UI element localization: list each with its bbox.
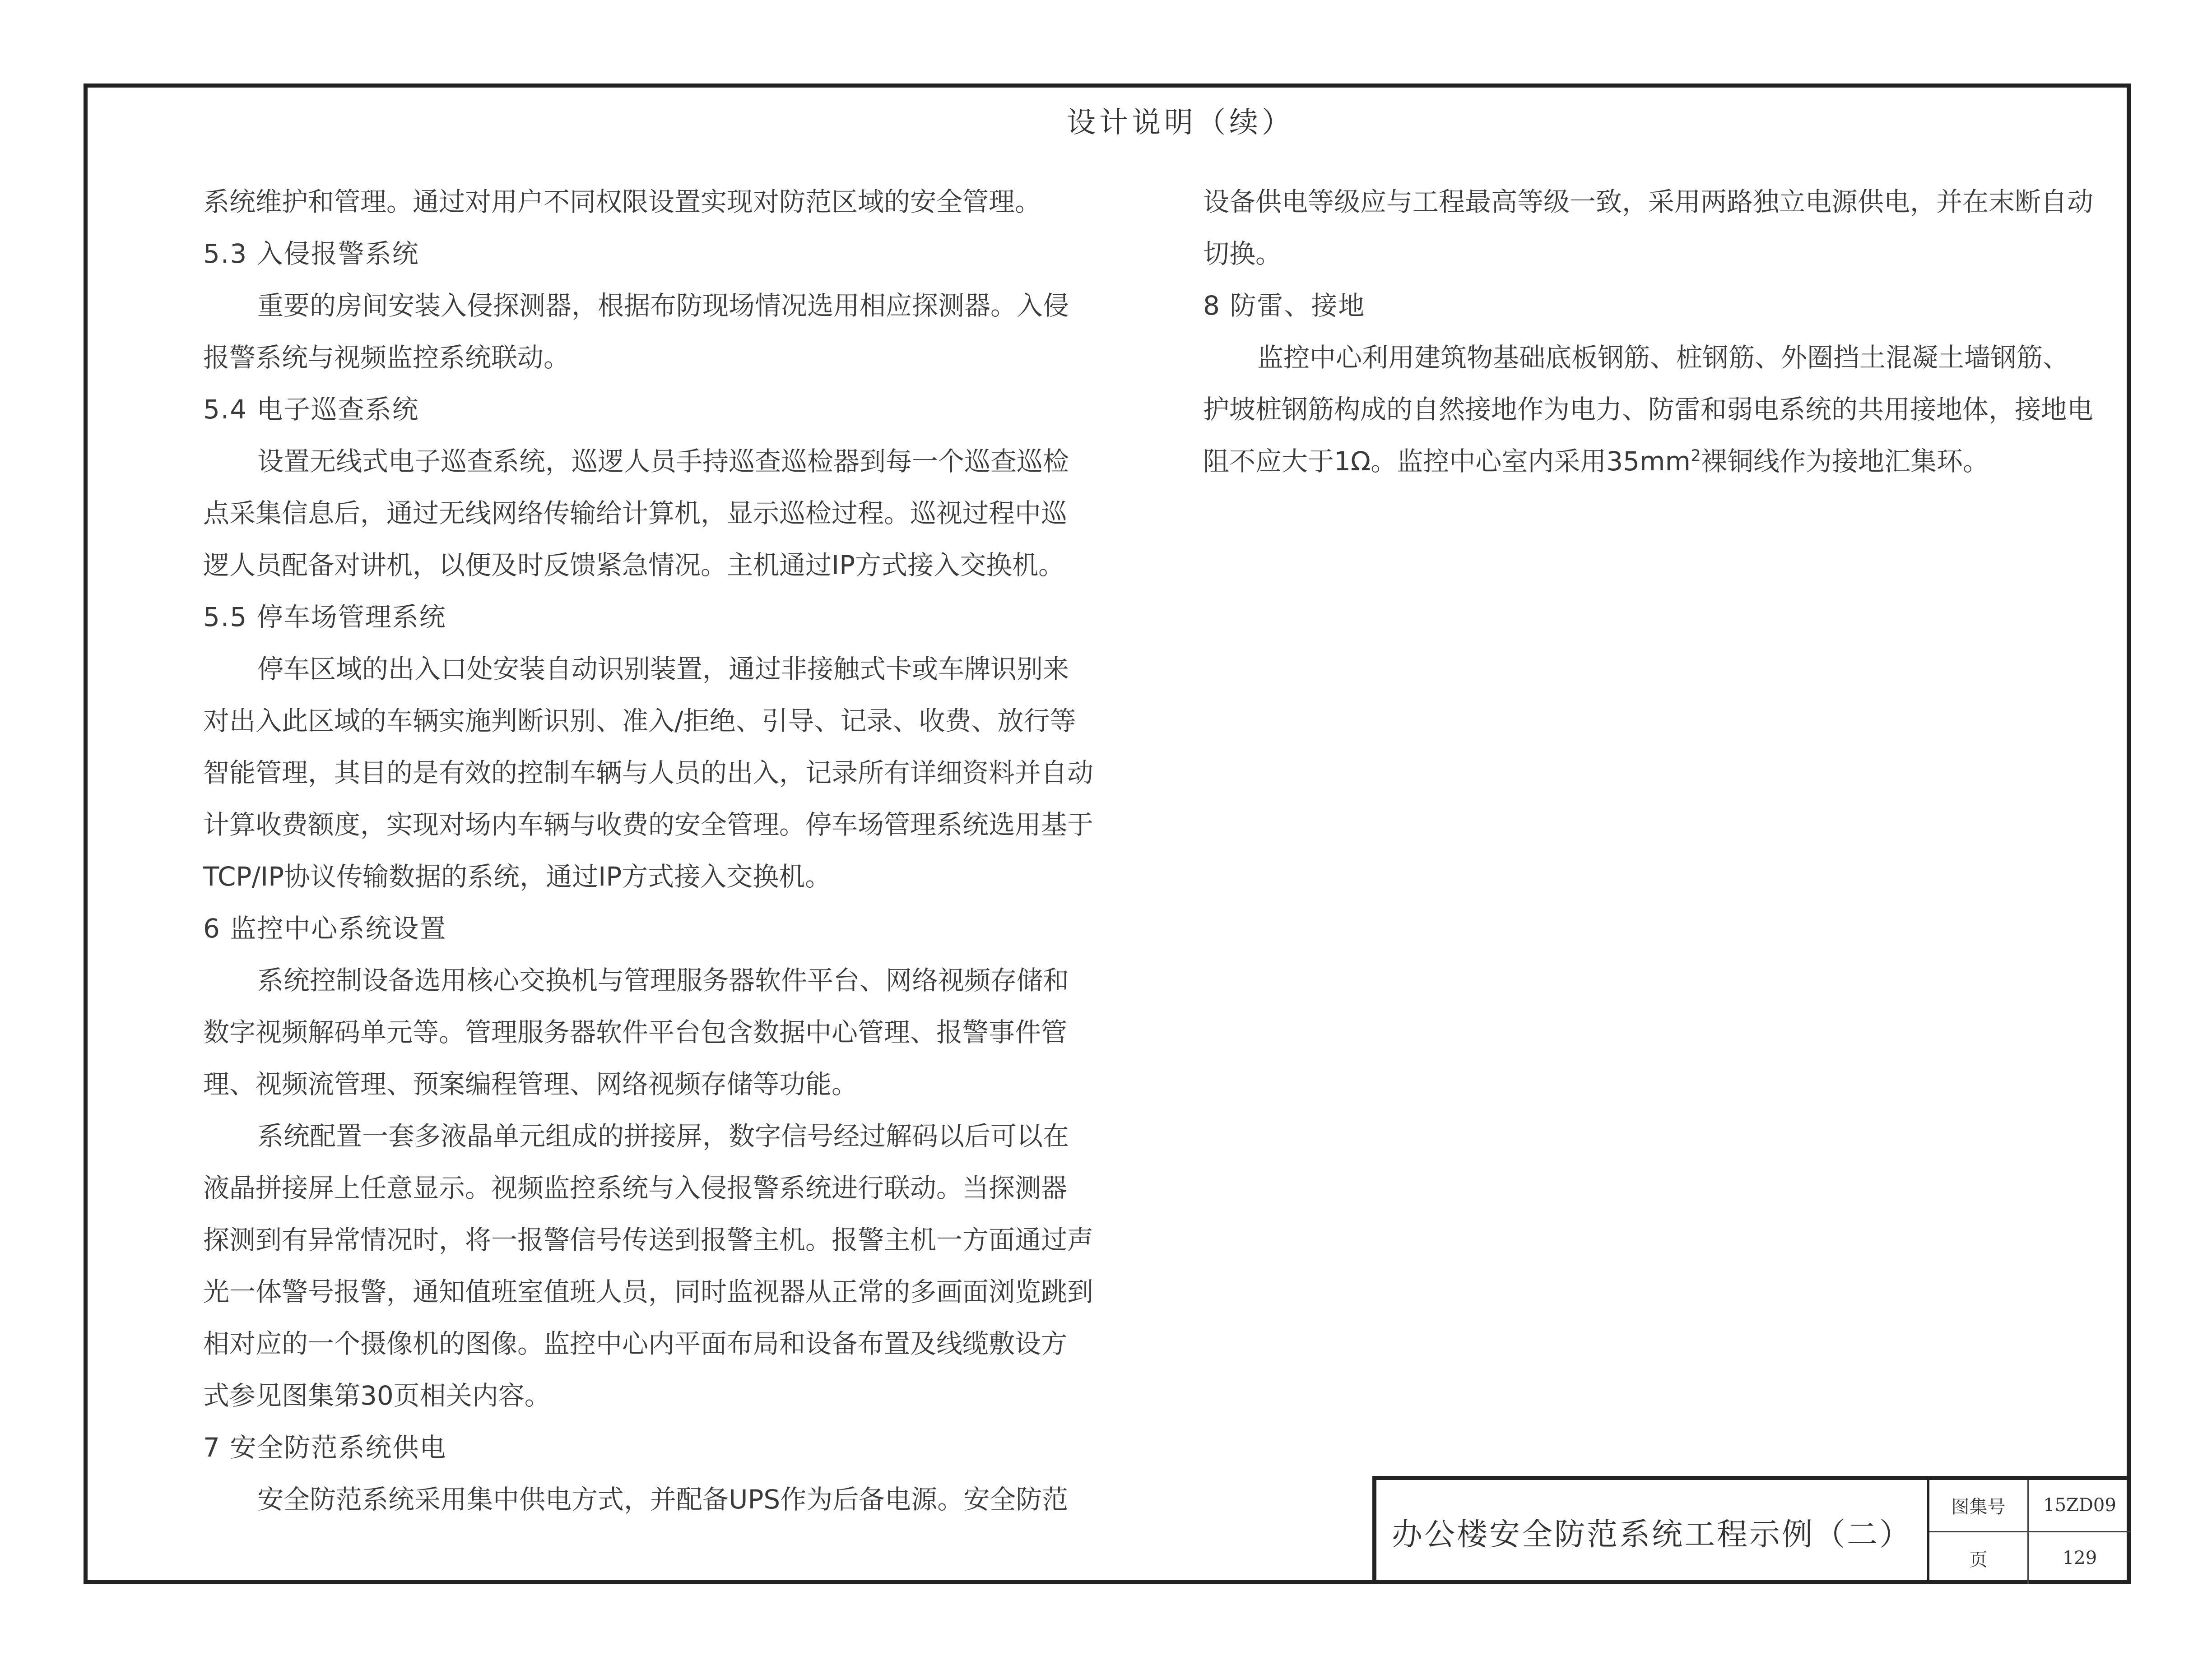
page-number-label: 页 xyxy=(1929,1532,2029,1585)
superscript: 2 xyxy=(1691,446,1701,465)
text-line: 理、视频流管理、预案编程管理、网络视频存储等功能。 xyxy=(203,1069,858,1099)
text-line: 逻人员配备对讲机，以便及时反馈紧急情况。主机通过IP方式接入交换机。 xyxy=(203,550,1065,580)
text-line: 切换。 xyxy=(1203,238,1282,269)
text-line: 光一体警号报警，通知值班室值班人员，同时监视器从正常的多画面浏览跳到 xyxy=(203,1276,1094,1307)
text-line: 设置无线式电子巡查系统，巡逻人员手持巡查巡检器到每一个巡查巡检 xyxy=(257,446,1069,477)
text-line: 系统控制设备选用核心交换机与管理服务器软件平台、网络视频存储和 xyxy=(257,965,1069,996)
page-number-value: 129 xyxy=(2062,1548,2097,1569)
text-line: 式参见图集第30页相关内容。 xyxy=(203,1380,551,1411)
text-line: 报警系统与视频监控系统联动。 xyxy=(203,342,570,373)
text-line: 探测到有异常情况时，将一报警信号传送到报警主机。报警主机一方面通过声 xyxy=(203,1225,1094,1255)
atlas-number-label: 图集号 xyxy=(1929,1480,2029,1532)
text-line: 液晶拼接屏上任意显示。视频监控系统与入侵报警系统进行联动。当探测器 xyxy=(203,1173,1068,1203)
drawing-title: 办公楼安全防范系统工程示例（二） xyxy=(1376,1480,1929,1584)
section-heading: 5.4 电子巡查系统 xyxy=(203,394,419,425)
section-heading: 5.5 停车场管理系统 xyxy=(203,602,446,632)
text-line: 系统维护和管理。通过对用户不同权限设置实现对防范区域的安全管理。 xyxy=(203,186,1041,217)
text-line: 计算收费额度，实现对场内车辆与收费的安全管理。停车场管理系统选用基于 xyxy=(203,809,1094,840)
right-text-column xyxy=(1203,176,2094,487)
text-line: 监控中心利用建筑物基础底板钢筋、桩钢筋、外圈挡土混凝土墙钢筋、 xyxy=(1257,342,2069,373)
title-block xyxy=(1372,1476,2131,1584)
text-fragment: 裸铜线作为接地汇集环。 xyxy=(1701,446,1989,477)
text-line: 智能管理，其目的是有效的控制车辆与人员的出入，记录所有详细资料并自动 xyxy=(203,757,1094,788)
left-text-column xyxy=(203,176,1094,1526)
text-line: 停车区域的出入口处安装自动识别装置，通过非接触式卡或车牌识别来 xyxy=(257,654,1069,684)
section-heading: 8 防雷、接地 xyxy=(1203,290,1366,321)
text-line: 系统配置一套多液晶单元组成的拼接屏，数字信号经过解码以后可以在 xyxy=(257,1121,1069,1151)
text-line: 重要的房间安装入侵探测器，根据布防现场情况选用相应探测器。入侵 xyxy=(257,290,1069,321)
text-line xyxy=(1203,436,2061,487)
text-line: 安全防范系统采用集中供电方式，并配备UPS作为后备电源。安全防范 xyxy=(257,1484,1069,1515)
text-line: 数字视频解码单元等。管理服务器软件平台包含数据中心管理、报警事件管 xyxy=(203,1017,1068,1048)
text-line: 对出入此区域的车辆实施判断识别、准入/拒绝、引导、记录、收费、放行等 xyxy=(203,705,1076,736)
text-line: 设备供电等级应与工程最高等级一致，采用两路独立电源供电，并在末断自动 xyxy=(1203,186,2094,217)
atlas-number-value: 15ZD09 xyxy=(2029,1480,2131,1532)
text-line: TCP/IP协议传输数据的系统，通过IP方式接入交换机。 xyxy=(203,861,832,892)
section-heading: 6 监控中心系统设置 xyxy=(203,913,447,944)
text-line: 相对应的一个摄像机的图像。监控中心内平面布局和设备布置及线缆敷设方 xyxy=(203,1328,1068,1359)
text-line: 点采集信息后，通过无线网络传输给计算机，显示巡检过程。巡视过程中巡 xyxy=(203,498,1068,529)
page-title: 设计说明（续） xyxy=(1067,106,1294,139)
section-heading: 7 安全防范系统供电 xyxy=(203,1432,447,1463)
title-block-grid xyxy=(1929,1480,2131,1584)
text-line: 护坡桩钢筋构成的自然接地作为电力、防雷和弱电系统的共用接地体，接地电 xyxy=(1203,394,2094,425)
section-heading: 5.3 入侵报警系统 xyxy=(203,238,419,269)
text-fragment: 阻不应大于1Ω。监控中心室内采用35mm xyxy=(1203,446,1691,477)
